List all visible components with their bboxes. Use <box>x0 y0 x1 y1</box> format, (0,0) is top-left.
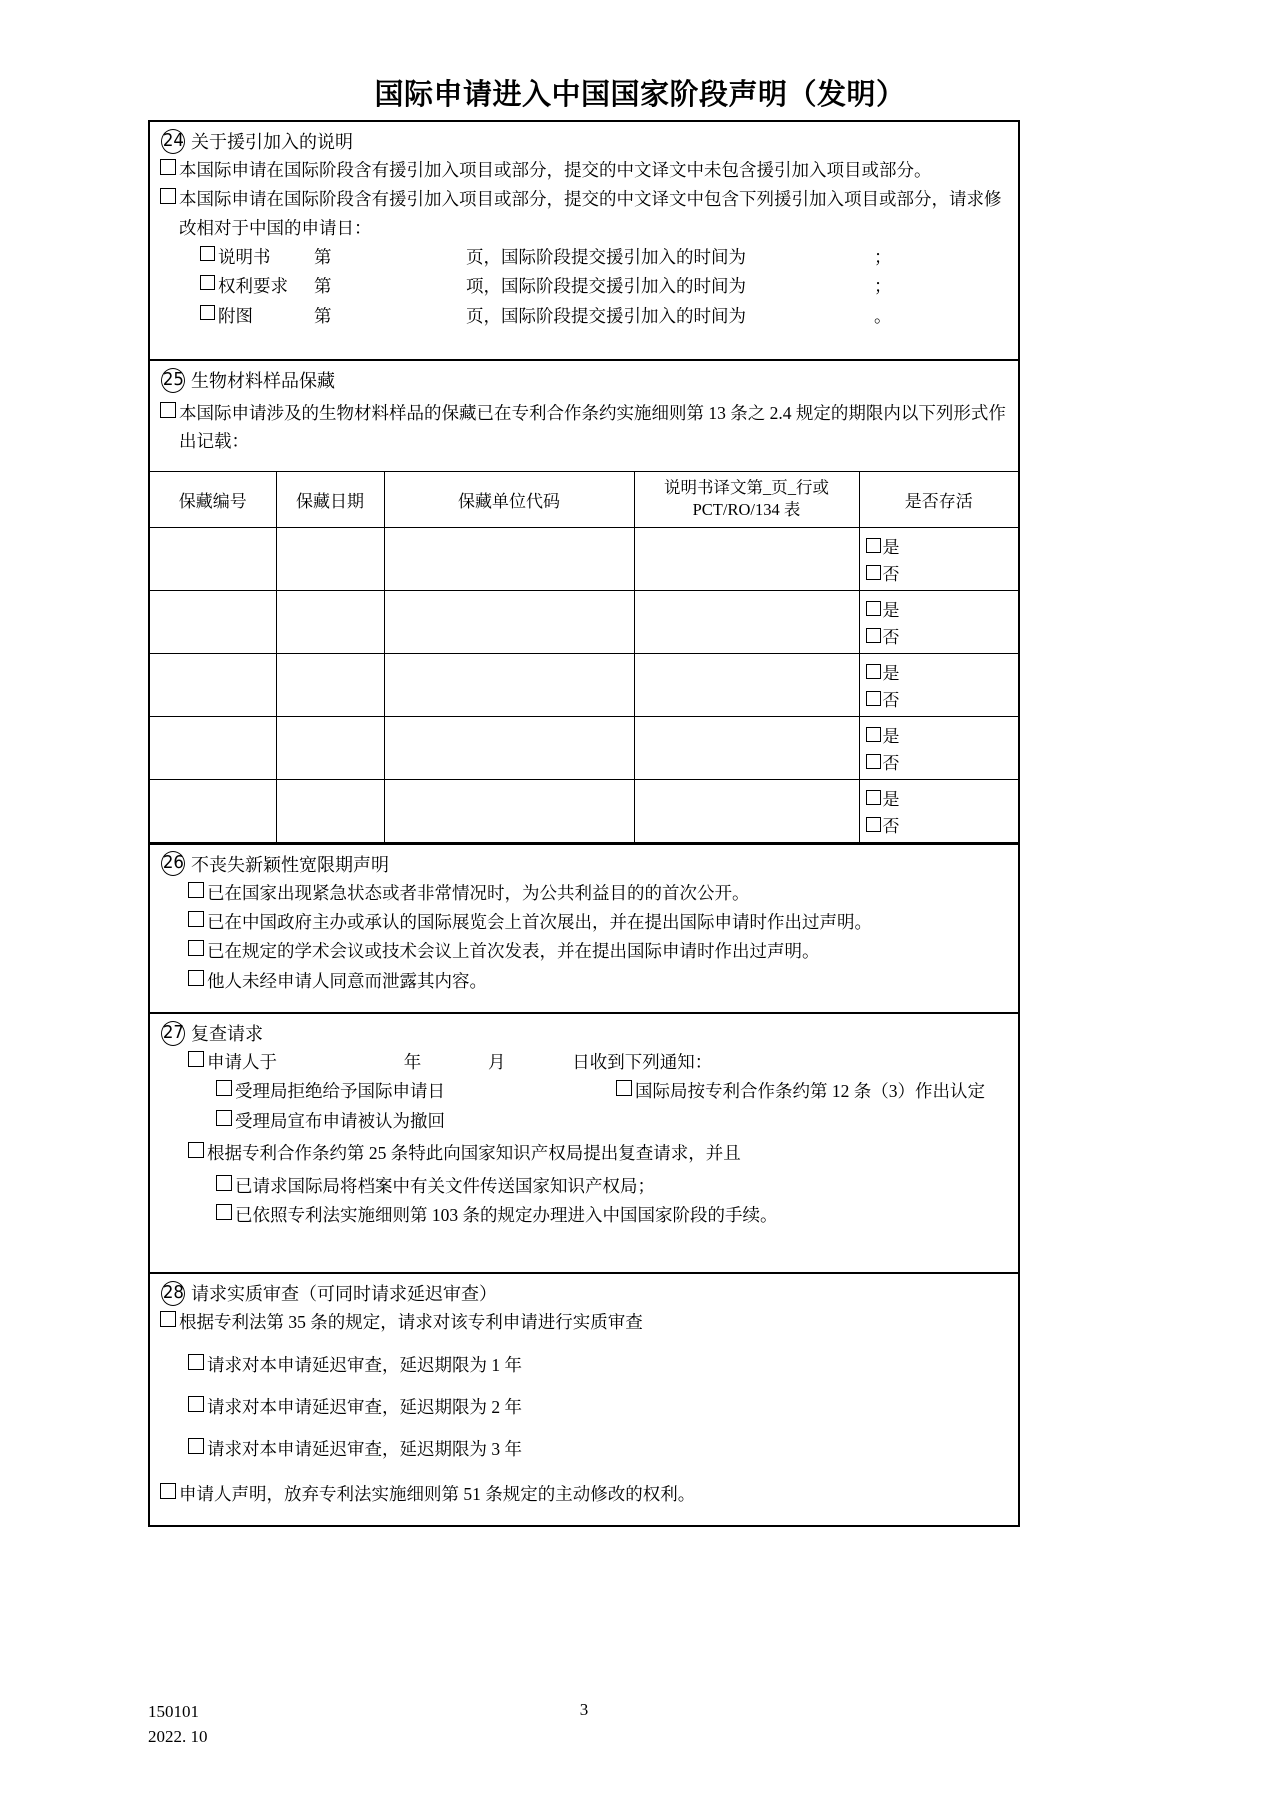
checkbox-icon[interactable] <box>160 402 176 418</box>
footer-form-code: 150101 <box>148 1702 199 1721</box>
section-27-option-withdrawn-label: 受理局宣布申请被认为撤回 <box>235 1110 445 1131</box>
table-row[interactable] <box>150 779 1018 842</box>
section-27-bottom-spacer-2 <box>160 1250 1008 1264</box>
checkbox-icon[interactable] <box>188 911 204 927</box>
cell-deposit-date[interactable] <box>276 527 384 590</box>
section-26-item-0-label: 已在国家出现紧急状态或者非常情况时，为公共利益目的的首次公开。 <box>207 882 750 903</box>
cell-institution-code[interactable] <box>384 716 634 779</box>
section-28-waiver-label: 申请人声明，放弃专利法实施细则第 51 条规定的主动修改的权利。 <box>179 1483 696 1504</box>
checkbox-icon[interactable] <box>188 1051 204 1067</box>
checkbox-icon[interactable] <box>160 1311 176 1327</box>
cell-institution-code[interactable] <box>384 653 634 716</box>
section-26-item-conference[interactable] <box>160 937 1008 965</box>
section-24-row-1-label: 权利要求 <box>218 276 288 297</box>
section-25-statement-label: 本国际申请涉及的生物材料样品的保藏已在专利合作条约实施细则第 13 条之 2.4 规定的期限内以下列形式作出记载： <box>179 403 1006 452</box>
checkbox-icon[interactable] <box>866 754 881 769</box>
section-24-row-2-di: 第 <box>314 305 332 326</box>
section-28-delay-2-label: 请求对本申请延迟审查，延迟期限为 3 年 <box>207 1439 522 1460</box>
section-25 <box>150 361 1018 845</box>
section-24-option-1-label: 本国际申请在国际阶段含有援引加入项目或部分，提交的中文译文中未包含援引加入项目或部分。 <box>179 160 932 180</box>
viability-no-label: 否 <box>882 753 900 773</box>
section-26-header <box>160 851 1008 877</box>
checkbox-icon[interactable] <box>188 1354 204 1370</box>
checkbox-icon[interactable] <box>188 1142 204 1158</box>
section-28-delay-1-year[interactable] <box>160 1351 1008 1379</box>
section-25-number: 25 <box>161 368 185 393</box>
section-27-month-label: 月 <box>488 1052 506 1073</box>
section-26-item-disclosure[interactable] <box>160 967 1008 995</box>
section-26 <box>150 845 1018 1014</box>
cell-deposit-number[interactable] <box>150 590 276 653</box>
section-28 <box>150 1274 1018 1525</box>
cell-viability[interactable] <box>859 653 1018 716</box>
cell-viability[interactable] <box>859 716 1018 779</box>
section-27-subitem-formalities[interactable] <box>160 1201 1008 1229</box>
section-27-option-ib-finding-label: 国际局按专利合作条约第 12 条（3）作出认定 <box>635 1081 985 1102</box>
checkbox-icon[interactable] <box>216 1110 232 1126</box>
cell-translation-ref[interactable] <box>634 653 859 716</box>
cell-deposit-date[interactable] <box>276 716 384 779</box>
section-27-review-request-label: 根据专利合作条约第 25 条特此向国家知识产权局提出复查请求，并且 <box>207 1143 741 1164</box>
checkbox-icon[interactable] <box>866 790 881 805</box>
checkbox-icon[interactable] <box>216 1204 232 1220</box>
section-28-substantive-exam[interactable] <box>160 1308 1008 1336</box>
checkbox-icon[interactable] <box>188 1396 204 1412</box>
section-24-row-2-tail: 。 <box>874 305 892 326</box>
form-container <box>148 120 1020 1527</box>
section-24-heading: 关于援引加入的说明 <box>191 132 353 152</box>
cell-deposit-date[interactable] <box>276 590 384 653</box>
column-header-deposit-date: 保藏日期 <box>276 471 384 527</box>
cell-deposit-number[interactable] <box>150 653 276 716</box>
section-27-subitem-0-label: 已请求国际局将档案中有关文件传送国家知识产权局； <box>235 1175 655 1196</box>
checkbox-icon[interactable] <box>866 727 881 742</box>
section-24-row-description[interactable] <box>160 243 1008 271</box>
checkbox-icon[interactable] <box>200 305 215 320</box>
section-24-bottom-spacer <box>160 331 1008 351</box>
viability-no-label: 否 <box>882 564 900 584</box>
section-28-delay-1-label: 请求对本申请延迟审查，延迟期限为 2 年 <box>207 1396 522 1417</box>
footer-page-number: 3 <box>579 1700 589 1719</box>
section-24-row-0-label: 说明书 <box>218 247 271 268</box>
section-24-number: 24 <box>161 129 185 154</box>
checkbox-icon[interactable] <box>866 538 881 553</box>
cell-viability[interactable] <box>859 590 1018 653</box>
viability-yes-label: 是 <box>882 600 900 620</box>
checkbox-icon[interactable] <box>188 882 204 898</box>
column-header-translation-ref-line1: 说明书译文第_页_行或 <box>664 477 829 497</box>
viability-yes-label: 是 <box>882 663 900 683</box>
table-header-row <box>150 471 1018 527</box>
section-28-heading: 请求实质审查（可同时请求延迟审查） <box>191 1284 497 1305</box>
checkbox-icon[interactable] <box>216 1080 232 1096</box>
section-27-option-withdrawn[interactable] <box>160 1107 1008 1135</box>
section-28-delay-2-year[interactable] <box>160 1393 1008 1421</box>
column-header-deposit-number: 保藏编号 <box>150 471 276 527</box>
cell-translation-ref[interactable] <box>634 779 859 842</box>
viability-no-label: 否 <box>882 816 900 836</box>
checkbox-icon[interactable] <box>866 565 881 580</box>
section-24-option-2-label: 本国际申请在国际阶段含有援引加入项目或部分，提交的中文译文中包含下列援引加入项目或部分，请求修改相对于中国的申请日： <box>179 189 1002 238</box>
viability-yes-option[interactable] <box>866 658 1013 685</box>
section-27-subitem-1-label: 已依照专利法实施细则第 103 条的规定办理进入中国国家阶段的手续。 <box>235 1204 778 1225</box>
section-28-delay-0-label: 请求对本申请延迟审查，延迟期限为 1 年 <box>207 1354 522 1375</box>
section-24-row-2-label: 附图 <box>218 305 253 326</box>
table-row[interactable] <box>150 653 1018 716</box>
section-27-option-refusal-label: 受理局拒绝给予国际申请日 <box>235 1081 445 1102</box>
viability-no-label: 否 <box>882 627 900 647</box>
checkbox-icon[interactable] <box>160 188 176 204</box>
section-28-bottom-spacer <box>160 1509 1008 1517</box>
cell-deposit-number[interactable] <box>150 779 276 842</box>
checkbox-icon[interactable] <box>866 601 881 616</box>
viability-yes-option[interactable] <box>866 595 1013 622</box>
section-24-row-2-unit: 页，国际阶段提交援引加入的时间为 <box>466 305 746 326</box>
section-27-number: 27 <box>161 1021 185 1046</box>
section-27-review-request[interactable] <box>160 1139 1008 1167</box>
column-header-viability: 是否存活 <box>859 471 1018 527</box>
cell-deposit-number[interactable] <box>150 527 276 590</box>
section-26-number: 26 <box>161 851 185 876</box>
cell-viability[interactable] <box>859 779 1018 842</box>
section-27-option-refusal[interactable] <box>216 1077 616 1105</box>
table-row[interactable] <box>150 590 1018 653</box>
section-27 <box>150 1014 1018 1274</box>
section-24-row-1-di: 第 <box>314 276 332 297</box>
section-24-row-claims[interactable] <box>160 272 1008 300</box>
viability-yes-option[interactable] <box>866 532 1013 559</box>
checkbox-icon[interactable] <box>160 1483 176 1499</box>
checkbox-icon[interactable] <box>200 275 215 290</box>
checkbox-icon[interactable] <box>188 940 204 956</box>
section-24-option-1[interactable] <box>160 156 1008 184</box>
checkbox-icon[interactable] <box>216 1175 232 1191</box>
cell-institution-code[interactable] <box>384 779 634 842</box>
viability-no-option[interactable] <box>866 685 1013 712</box>
section-26-item-1-label: 已在中国政府主办或承认的国际展览会上首次展出，并在提出国际申请时作出过声明。 <box>207 912 872 933</box>
table-row[interactable] <box>150 716 1018 779</box>
section-25-header <box>160 367 1008 393</box>
section-27-heading: 复查请求 <box>191 1024 263 1045</box>
viability-yes-option[interactable] <box>866 784 1013 811</box>
viability-no-option[interactable] <box>866 811 1013 838</box>
section-27-subitem-transmit[interactable] <box>160 1172 1008 1200</box>
section-24-option-2[interactable] <box>160 185 1008 242</box>
section-27-notice-line <box>207 1048 1008 1076</box>
section-25-statement[interactable] <box>160 399 1008 456</box>
checkbox-icon[interactable] <box>188 1438 204 1454</box>
checkbox-icon[interactable] <box>616 1080 632 1096</box>
section-26-item-emergency[interactable] <box>160 879 1008 907</box>
checkbox-icon[interactable] <box>866 817 881 832</box>
checkbox-icon[interactable] <box>866 664 881 679</box>
section-25-spacer <box>160 457 1008 471</box>
section-24-row-1-unit: 项，国际阶段提交援引加入的时间为 <box>466 276 746 297</box>
section-24-row-0-unit: 页，国际阶段提交援引加入的时间为 <box>466 247 746 268</box>
section-24-header <box>160 128 1008 154</box>
viability-yes-label: 是 <box>882 789 900 809</box>
section-27-notice-received[interactable] <box>160 1048 1008 1076</box>
section-27-year-label: 年 <box>403 1052 422 1073</box>
biological-deposit-table-wrapper <box>150 471 1018 843</box>
section-25-heading: 生物材料样品保藏 <box>191 371 335 392</box>
section-24-row-drawings[interactable] <box>160 302 1008 330</box>
cell-institution-code[interactable] <box>384 527 634 590</box>
section-26-bottom-spacer <box>160 996 1008 1004</box>
cell-translation-ref[interactable] <box>634 716 859 779</box>
section-28-waiver[interactable] <box>160 1480 1008 1508</box>
viability-yes-label: 是 <box>882 726 900 746</box>
footer-form-date: 2022. 10 <box>148 1726 208 1746</box>
checkbox-icon[interactable] <box>160 159 176 175</box>
cell-deposit-date[interactable] <box>276 653 384 716</box>
checkbox-icon[interactable] <box>866 628 881 643</box>
column-header-institution-code: 保藏单位代码 <box>384 471 634 527</box>
section-28-main-label: 根据专利法第 35 条的规定，请求对该专利申请进行实质审查 <box>179 1312 643 1333</box>
section-28-header <box>160 1280 1008 1306</box>
checkbox-icon[interactable] <box>866 691 881 706</box>
section-26-heading: 不丧失新颖性宽限期声明 <box>191 854 389 875</box>
column-header-translation-ref <box>634 471 859 527</box>
section-27-header <box>160 1020 1008 1046</box>
section-27-notice-options-row-1 <box>160 1077 1008 1105</box>
viability-no-label: 否 <box>882 690 900 710</box>
table-body <box>150 527 1018 842</box>
section-28-number: 28 <box>161 1281 185 1306</box>
page-title: 国际申请进入中国国家阶段声明（发明） <box>374 77 906 111</box>
section-27-notice-prefix: 申请人于 <box>207 1052 277 1073</box>
cell-deposit-date[interactable] <box>276 779 384 842</box>
section-28-delay-3-year[interactable] <box>160 1435 1008 1463</box>
cell-institution-code[interactable] <box>384 590 634 653</box>
section-24 <box>150 122 1018 361</box>
column-header-translation-ref-line2: PCT/RO/134 表 <box>692 500 801 520</box>
cell-translation-ref[interactable] <box>634 590 859 653</box>
viability-no-option[interactable] <box>866 748 1013 775</box>
cell-viability[interactable] <box>859 527 1018 590</box>
viability-yes-label: 是 <box>882 537 900 557</box>
biological-deposit-table <box>150 471 1018 843</box>
section-27-notice-suffix: 日收到下列通知： <box>572 1052 713 1073</box>
viability-no-option[interactable] <box>866 622 1013 649</box>
section-27-bottom-spacer <box>160 1230 1008 1250</box>
cell-deposit-number[interactable] <box>150 716 276 779</box>
section-24-row-0-tail: ； <box>874 247 892 268</box>
section-27-option-ib-finding[interactable] <box>616 1077 985 1105</box>
section-24-row-0-di: 第 <box>314 247 332 268</box>
section-24-row-1-tail: ； <box>874 276 892 297</box>
viability-no-option[interactable] <box>866 559 1013 586</box>
section-26-item-2-label: 已在规定的学术会议或技术会议上首次发表，并在提出国际申请时作出过声明。 <box>207 941 820 962</box>
section-26-item-exhibition[interactable] <box>160 908 1008 936</box>
section-26-item-3-label: 他人未经申请人同意而泄露其内容。 <box>207 970 487 991</box>
checkbox-icon[interactable] <box>200 246 215 261</box>
viability-yes-option[interactable] <box>866 721 1013 748</box>
cell-translation-ref[interactable] <box>634 527 859 590</box>
table-row[interactable] <box>150 527 1018 590</box>
checkbox-icon[interactable] <box>188 970 204 986</box>
